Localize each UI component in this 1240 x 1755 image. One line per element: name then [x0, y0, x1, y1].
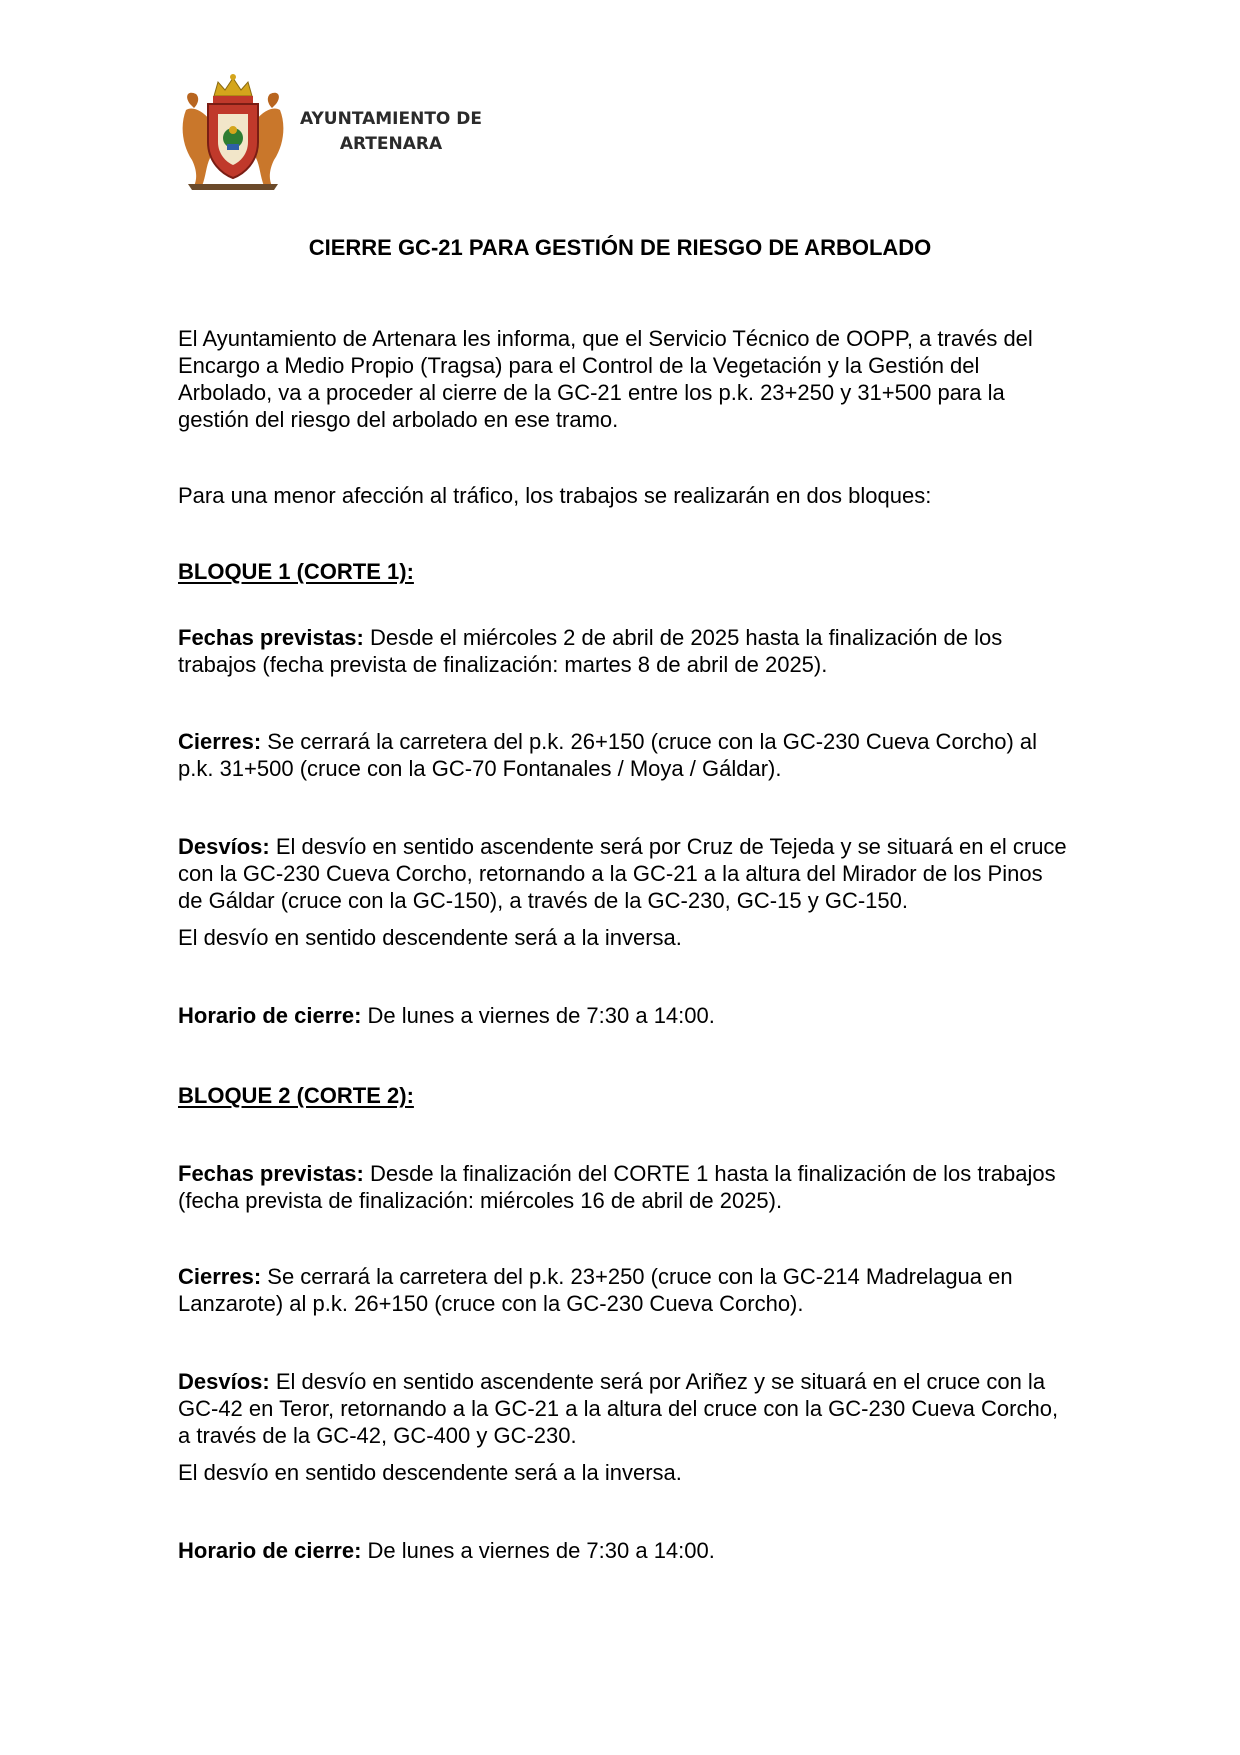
horario-text: De lunes a viernes de 7:30 a 14:00. — [361, 1003, 715, 1028]
bloque-2-fechas — [178, 1160, 1068, 1214]
cierres-label: Cierres: — [178, 1264, 262, 1289]
intro-text: El Ayuntamiento de Artenara les informa, que el Servicio Técnico de OOPP, a través del Encargo a Medio Propio (Tragsa) para el Control de la Vegetación y la Gestión del Arbolado, va a proceder al cierre de la GC-21 entre los p.k. 23+250 y 31+500 para la gestión del riesgo del arbolado en ese tramo. — [178, 326, 1033, 432]
desvios-text: El desvío en sentido ascendente será por Ariñez y se situará en el cruce con la GC-42 en Teror, retornando a la GC-21 a la altura del cruce con la GC-230 Cueva Corcho, a través de la GC-42, GC-400 y GC-230. — [178, 1369, 1059, 1448]
bloque-2-desvios — [178, 1368, 1068, 1449]
bloque-2-heading: BLOQUE 2 (CORTE 2): — [178, 1083, 414, 1108]
cierres-text: Se cerrará la carretera del p.k. 23+250 (cruce con la GC-214 Madrelagua en Lanzarote) al p.k. 26+150 (cruce con la GC-230 Cueva Corcho). — [178, 1264, 1013, 1316]
document-title: CIERRE GC-21 PARA GESTIÓN DE RIESGO DE ARBOLADO — [308, 235, 932, 260]
bloque-1-desvio-inverso: El desvío en sentido descendente será a la inversa. — [178, 925, 682, 950]
bloque-2-cierres — [178, 1263, 1068, 1317]
desvios-text: El desvío en sentido ascendente será por Cruz de Tejeda y se situará en el cruce con la GC-230 Cueva Corcho, retornando a la GC-21 a la altura del Mirador de los Pinos de Gáldar (cruce con la GC-150), a través de la GC-230, GC-15 y GC-150. — [178, 834, 1067, 913]
desvios-label: Desvíos: — [178, 834, 270, 859]
bloque-1-horario — [178, 1002, 1068, 1029]
intro-blocks-paragraph — [178, 482, 1068, 509]
bloque-1-fechas — [178, 624, 1068, 678]
cierres-text: Se cerrará la carretera del p.k. 26+150 (cruce con la GC-230 Cueva Corcho) al p.k. 31+500 (cruce con la GC-70 Fontanales / Moya / Gáldar). — [178, 729, 1038, 781]
organization-name — [291, 107, 491, 157]
bloque-1-desvios — [178, 833, 1068, 914]
horario-text: De lunes a viernes de 7:30 a 14:00. — [361, 1538, 715, 1563]
desvios-label: Desvíos: — [178, 1369, 270, 1394]
horario-label: Horario de cierre: — [178, 1003, 362, 1028]
org-name-line-2: ARTENARA — [339, 134, 443, 154]
intro-blocks-text: Para una menor afección al tráfico, los trabajos se realizarán en dos bloques: — [178, 483, 932, 508]
org-name-line-1: AYUNTAMIENTO DE — [299, 109, 483, 129]
intro-paragraph — [178, 325, 1068, 433]
bloque-1-heading: BLOQUE 1 (CORTE 1): — [178, 559, 414, 584]
bloque-1-cierres — [178, 728, 1068, 782]
fechas-text: Desde el miércoles 2 de abril de 2025 hasta la finalización de los trabajos (fecha prevista de finalización: martes 8 de abril de 2025). — [178, 625, 1003, 677]
cierres-label: Cierres: — [178, 729, 262, 754]
letterhead — [178, 70, 498, 192]
fechas-text: Desde la finalización del CORTE 1 hasta la finalización de los trabajos (fecha prevista de finalización: miércoles 16 de abril de 2025). — [178, 1161, 1056, 1213]
bloque-2-horario — [178, 1537, 1068, 1564]
horario-label: Horario de cierre: — [178, 1538, 362, 1563]
coat-of-arms-icon — [178, 70, 288, 192]
bloque-2-desvio-inverso: El desvío en sentido descendente será a la inversa. — [178, 1460, 682, 1485]
fechas-label: Fechas previstas: — [178, 1161, 364, 1186]
fechas-label: Fechas previstas: — [178, 625, 364, 650]
